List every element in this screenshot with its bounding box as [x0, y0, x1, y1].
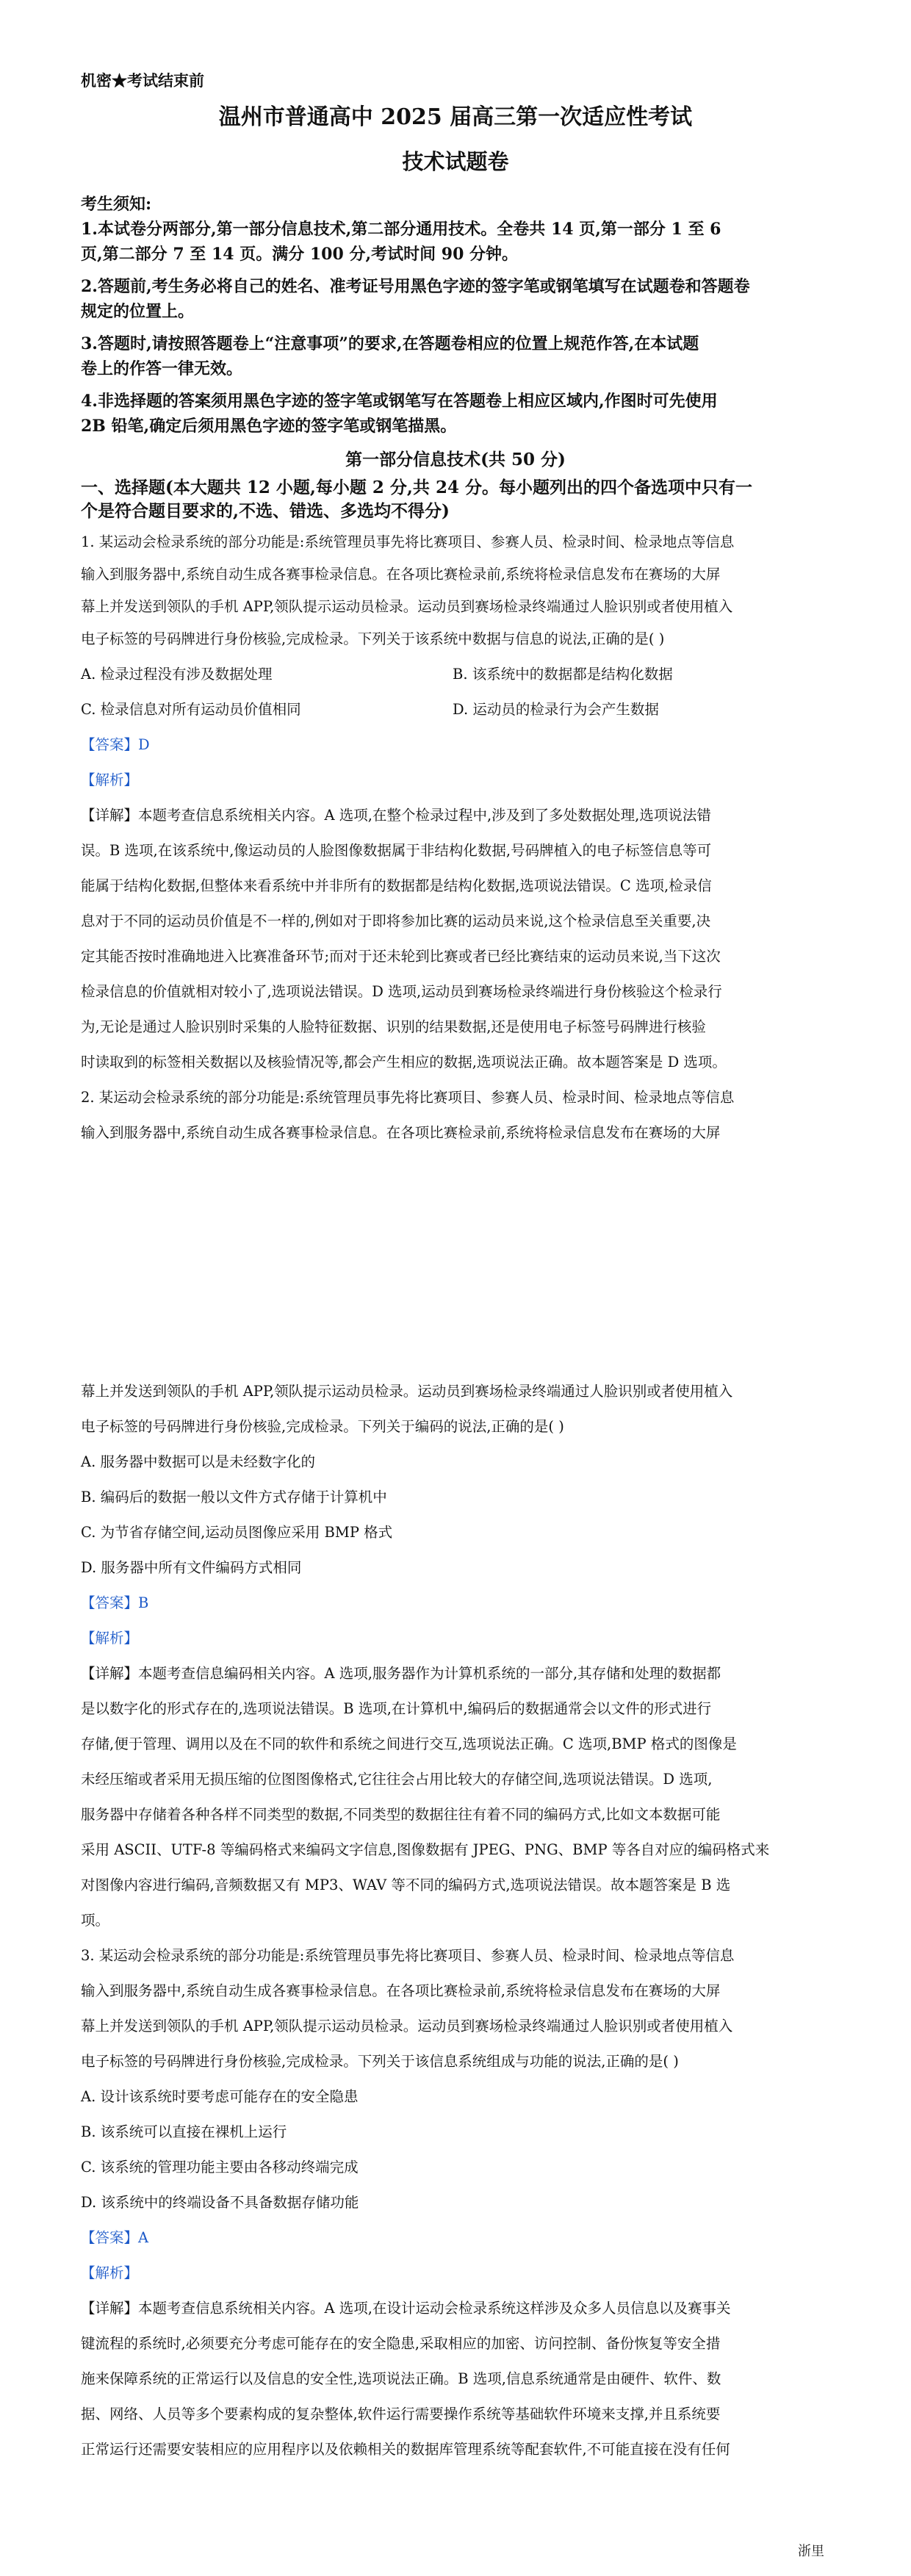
notice-line: 3.答题时,请按照答题卷上“注意事项”的要求,在答题卷相应的位置上规范作答,在本试题 — [81, 334, 699, 353]
q3-option-d: D. 该系统中的终端设备不具备数据存储功能 — [81, 2194, 359, 2211]
q2-option-d: D. 服务器中所有文件编码方式相同 — [81, 1559, 302, 1576]
q2-detail-line: 项。 — [81, 1912, 110, 1929]
q3-stem-line: 电子标签的号码牌进行身份核验,完成检录。下列关于该信息系统组成与功能的说法,正确的是( ) — [81, 2053, 679, 2070]
notice-line: 页,第二部分 7 至 14 页。满分 100 分,考试时间 90 分钟。 — [81, 245, 519, 264]
q1-answer: 【答案】D — [81, 736, 150, 753]
q1-stem-line: 输入到服务器中,系统自动生成各赛事检录信息。在各项比赛检录前,系统将检录信息发布在赛场的大屏 — [81, 566, 721, 583]
q3-detail-line: 【详解】本题考查信息系统相关内容。A 选项,在设计运动会检录系统这样涉及众多人员信息以及赛事关 — [81, 2300, 731, 2317]
q1-option-a: A. 检录过程没有涉及数据处理 — [81, 666, 273, 683]
exam-subtitle: 技术试题卷 — [402, 149, 509, 174]
q2-stem-line: 电子标签的号码牌进行身份核验,完成检录。下列关于编码的说法,正确的是( ) — [81, 1418, 564, 1435]
q2-stem-line: 幕上并发送到领队的手机 APP,领队提示运动员检录。运动员到赛场检录终端通过人脸识别或者使用植入 — [81, 1383, 733, 1400]
q1-detail-line: 定其能否按时准确地进入比赛准备环节;而对于还未轮到比赛或者已经比赛结束的运动员来说,当下这次 — [81, 948, 721, 965]
q1-detail-line: 息对于不同的运动员价值是不一样的,例如对于即将参加比赛的运动员来说,这个检录信息至关重要,决 — [81, 913, 711, 929]
q2-detail-line: 存储,便于管理、调用以及在不同的软件和系统之间进行交互,选项说法正确。C 选项,BMP 格式的图像是 — [81, 1735, 737, 1752]
q1-stem-line: 1. 某运动会检录系统的部分功能是:系统管理员事先将比赛项目、参赛人员、检录时间、检录地点等信息 — [81, 533, 735, 550]
q1-option-c: C. 检录信息对所有运动员价值相同 — [81, 701, 301, 718]
q3-option-a: A. 设计该系统时要考虑可能存在的安全隐患 — [81, 2088, 359, 2105]
q1-stem-line: 电子标签的号码牌进行身份核验,完成检录。下列关于该系统中数据与信息的说法,正确的是( ) — [81, 630, 665, 647]
part-title: 第一部分信息技术(共 50 分) — [345, 450, 566, 469]
q2-option-b: B. 编码后的数据一般以文件方式存储于计算机中 — [81, 1489, 387, 1505]
q3-option-b: B. 该系统可以直接在裸机上运行 — [81, 2123, 287, 2140]
q3-stem-line: 幕上并发送到领队的手机 APP,领队提示运动员检录。运动员到赛场检录终端通过人脸识别或者使用植入 — [81, 2018, 733, 2034]
q2-detail-line: 服务器中存储着各种各样不同类型的数据,不同类型的数据往往有着不同的编码方式,比如文本数据可能 — [81, 1806, 721, 1823]
q3-detail-line: 据、网络、人员等多个要素构成的复杂整体,软件运行需要操作系统等基础软件环境来支撑,并且系统要 — [81, 2406, 721, 2422]
q3-answer: 【答案】A — [81, 2229, 149, 2246]
notice-line: 2B 铅笔,确定后须用黑色字迹的签字笔或钢笔描黑。 — [81, 417, 457, 436]
q2-answer: 【答案】B — [81, 1594, 149, 1611]
q3-option-c: C. 该系统的管理功能主要由各移动终端完成 — [81, 2159, 359, 2176]
exam-title: 温州市普通高中 2025 届高三第一次适应性考试 — [218, 104, 693, 130]
q1-detail-line: 为,无论是通过人脸识别时采集的人脸特征数据、识别的结果数据,还是使用电子标签号码牌进行核验 — [81, 1018, 706, 1035]
q3-detail-line: 施来保障系统的正常运行以及信息的安全性,选项说法正确。B 选项,信息系统通常是由硬件、软件、数 — [81, 2370, 721, 2387]
q1-analysis-label: 【解析】 — [81, 771, 139, 788]
q3-detail-line: 键流程的系统时,必须要充分考虑可能存在的安全隐患,采取相应的加密、访问控制、备份恢复等安全措 — [81, 2335, 721, 2352]
q1-detail-line: 检录信息的价值就相对较小了,选项说法错误。D 选项,运动员到赛场检录终端进行身份核验这个检录行 — [81, 983, 722, 1000]
notice-line: 1.本试卷分两部分,第一部分信息技术,第二部分通用技术。全卷共 14 页,第一部分 1 至 6 — [81, 220, 721, 239]
page-footer: 浙里 — [798, 2544, 824, 2559]
notice-line: 2.答题前,考生务必将自己的姓名、准考证号用黑色字迹的签字笔或钢笔填写在试题卷和答题卷 — [81, 277, 750, 296]
q1-detail-line: 时读取到的标签相关数据以及核验情况等,都会产生相应的数据,选项说法正确。故本题答案是 D 选项。 — [81, 1054, 727, 1071]
q2-detail-line: 未经压缩或者采用无损压缩的位图图像格式,它往往会占用比较大的存储空间,选项说法错误。D 选项, — [81, 1771, 713, 1788]
q2-option-a: A. 服务器中数据可以是未经数字化的 — [81, 1453, 315, 1470]
section-heading: 一、选择题(本大题共 12 小题,每小题 2 分,共 24 分。每小题列出的四个备选项中只有一 — [81, 478, 752, 497]
section-heading: 个是符合题目要求的,不选、错选、多选均不得分) — [81, 501, 450, 521]
notice-line: 4.非选择题的答案须用黑色字迹的签字笔或钢笔写在答题卷上相应区域内,作图时可先使用 — [81, 392, 718, 411]
q2-stem-line: 2. 某运动会检录系统的部分功能是:系统管理员事先将比赛项目、参赛人员、检录时间、检录地点等信息 — [81, 1089, 735, 1106]
q1-stem-line: 幕上并发送到领队的手机 APP,领队提示运动员检录。运动员到赛场检录终端通过人脸识别或者使用植入 — [81, 598, 733, 615]
q2-detail-line: 采用 ASCII、UTF-8 等编码格式来编码文字信息,图像数据有 JPEG、PNG、BMP 等各自对应的编码格式来 — [81, 1841, 770, 1858]
q3-analysis-label: 【解析】 — [81, 2264, 139, 2281]
q2-detail-line: 对图像内容进行编码,音频数据又有 MP3、WAV 等不同的编码方式,选项说法错误。故本题答案是 B 选 — [81, 1877, 731, 1893]
q2-detail-line: 是以数字化的形式存在的,选项说法错误。B 选项,在计算机中,编码后的数据通常会以文件的形式进行 — [81, 1700, 712, 1717]
q3-detail-line: 正常运行还需要安装相应的应用程序以及依赖相关的数据库管理系统等配套软件,不可能直接在没有任何 — [81, 2441, 730, 2458]
q2-analysis-label: 【解析】 — [81, 1630, 139, 1647]
q1-option-d: D. 运动员的检录行为会产生数据 — [453, 701, 659, 718]
notice-line: 规定的位置上。 — [81, 302, 195, 321]
q2-stem-line: 输入到服务器中,系统自动生成各赛事检录信息。在各项比赛检录前,系统将检录信息发布在赛场的大屏 — [81, 1124, 721, 1141]
q1-detail-line: 误。B 选项,在该系统中,像运动员的人脸图像数据属于非结构化数据,号码牌植入的电子标签信息等可 — [81, 842, 712, 859]
q3-stem-line: 3. 某运动会检录系统的部分功能是:系统管理员事先将比赛项目、参赛人员、检录时间、检录地点等信息 — [81, 1947, 735, 1964]
q1-detail-line: 【详解】本题考查信息系统相关内容。A 选项,在整个检录过程中,涉及到了多处数据处理,选项说法错 — [81, 807, 711, 824]
q1-detail-line: 能属于结构化数据,但整体来看系统中并非所有的数据都是结构化数据,选项说法错误。C 选项,检录信 — [81, 877, 712, 894]
notice-line: 卷上的作答一律无效。 — [81, 359, 243, 378]
q2-option-c: C. 为节省存储空间,运动员图像应采用 BMP 格式 — [81, 1524, 393, 1541]
q2-detail-line: 【详解】本题考查信息编码相关内容。A 选项,服务器作为计算机系统的一部分,其存储和处理的数据都 — [81, 1665, 721, 1682]
q3-stem-line: 输入到服务器中,系统自动生成各赛事检录信息。在各项比赛检录前,系统将检录信息发布在赛场的大屏 — [81, 1982, 721, 1999]
secret-label: 机密★考试结束前 — [81, 71, 204, 90]
q1-option-b: B. 该系统中的数据都是结构化数据 — [453, 666, 673, 683]
notice-heading: 考生须知: — [81, 195, 152, 214]
